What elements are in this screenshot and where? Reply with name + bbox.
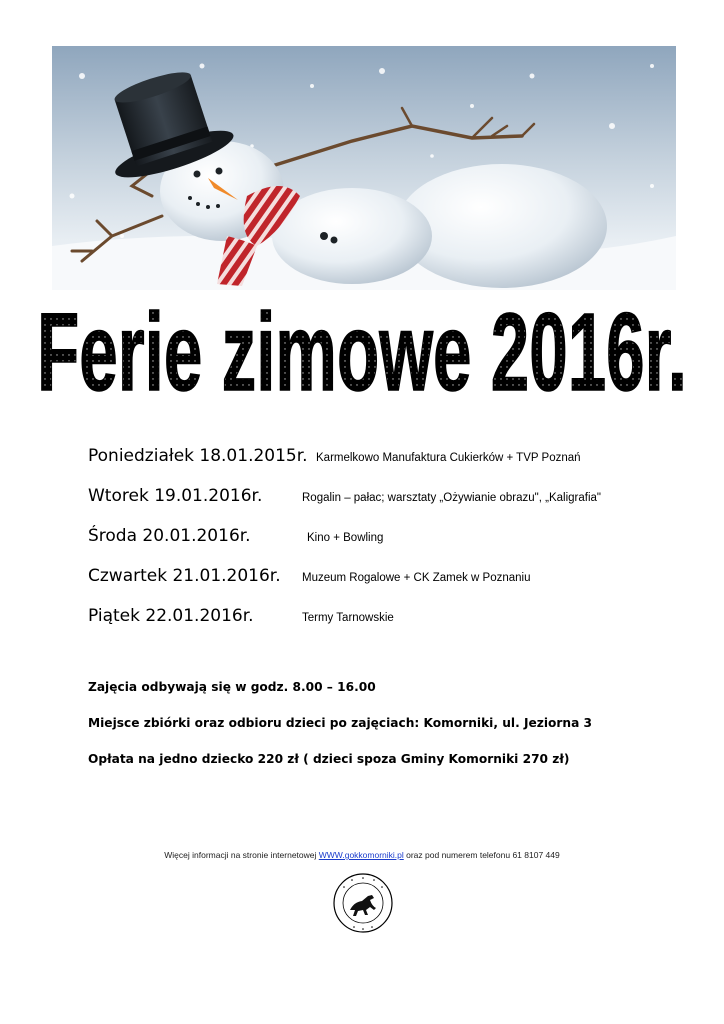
- hours-text: Zajęcia odbywają się w godz. 8.00 – 16.00: [88, 680, 376, 694]
- schedule-day: Poniedziałek 18.01.2015r.: [88, 446, 308, 466]
- schedule-row: [88, 526, 688, 566]
- schedule-day: Wtorek 19.01.2016r.: [88, 486, 263, 506]
- info-section: [88, 680, 688, 788]
- schedule-row: [88, 446, 688, 486]
- schedule-day: Środa 20.01.2016r.: [88, 526, 251, 546]
- schedule-list: [88, 446, 688, 646]
- fee-text: Opłata na jedno dziecko 220 zł ( dzieci spoza Gminy Komorniki 270 zł): [88, 752, 570, 766]
- schedule-row: [88, 566, 688, 606]
- gok-logo: [332, 872, 394, 934]
- website-link[interactable]: WWW.gokkomorniki.pl: [318, 850, 404, 860]
- schedule-activity: Kino + Bowling: [307, 532, 384, 544]
- schedule-day: Piątek 22.01.2016r.: [88, 606, 254, 626]
- footer-text-before: Więcej informacji na stronie internetowej: [164, 850, 319, 860]
- schedule-activity: Termy Tarnowskie: [302, 612, 394, 624]
- schedule-row: [88, 486, 688, 526]
- footer-text-after: oraz pod numerem telefonu 61 8107 449: [403, 850, 560, 860]
- schedule-activity: Karmelkowo Manufaktura Cukierków + TVP Poznań: [316, 452, 581, 464]
- schedule-row: [88, 606, 688, 646]
- snowman-illustration: [52, 46, 676, 290]
- schedule-day: Czwartek 21.01.2016r.: [88, 566, 281, 586]
- meeting-place-text: Miejsce zbiórki oraz odbioru dzieci po zajęciach: Komorniki, ul. Jeziorna 3: [88, 716, 593, 730]
- title-text: Ferie zimowe 2016r.: [37, 291, 687, 408]
- footer-note: [0, 850, 724, 860]
- page-title: [0, 268, 724, 408]
- schedule-activity: Rogalin – pałac; warsztaty „Ożywianie obrazu", „Kaligrafia": [302, 492, 601, 504]
- schedule-activity: Muzeum Rogalowe + CK Zamek w Poznaniu: [302, 572, 531, 584]
